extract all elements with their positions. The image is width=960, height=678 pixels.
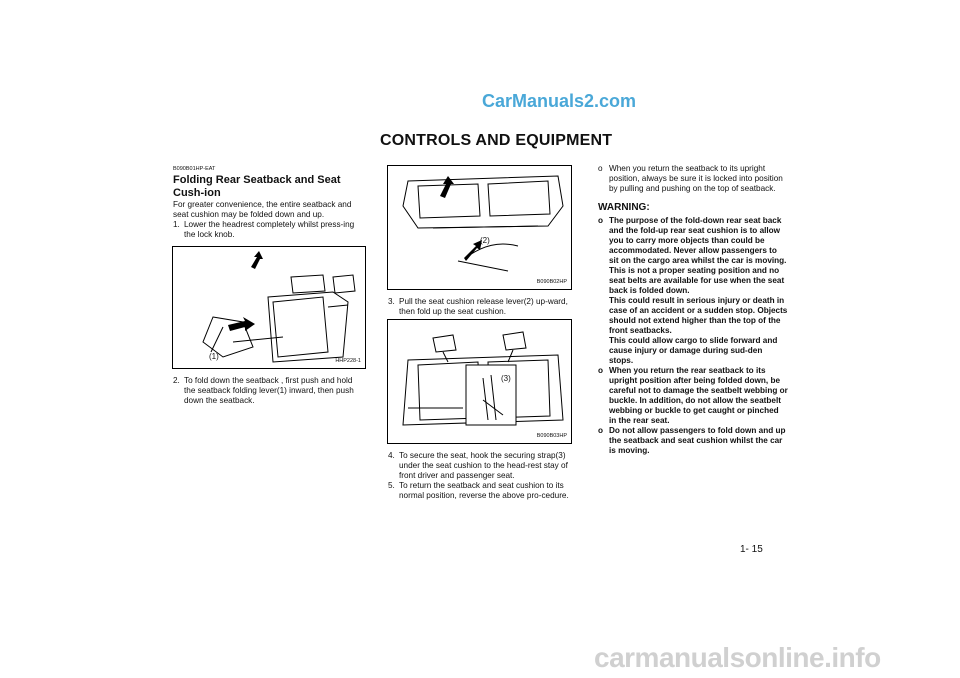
section-code: B090B01HP-EAT (173, 166, 216, 172)
bullet-mark: o (598, 164, 603, 173)
step-number: 5. (388, 481, 395, 490)
note-text: When you return the seatback to its upright position, always be sure it is locked into position by pulling and pushing on the top of seatback. (609, 164, 783, 193)
step-number: 2. (173, 376, 180, 385)
step-3 (388, 297, 574, 317)
down-arrow-icon (251, 251, 263, 269)
warning-text: When you return the rear seatback to its upright position after being folded down, be careful not to damage the seatbelt webbing or buckle. In addition, do not allow the seatbelt webbing or buckle to get caught or pinched in the rear seat. (609, 366, 788, 425)
figure-code: B090B02HP (536, 279, 567, 285)
warning-block (598, 216, 788, 456)
right-column (598, 164, 788, 456)
step-number: 4. (388, 451, 395, 460)
bullet-mark: o (598, 366, 604, 375)
watermark-top: CarManuals2.com (482, 91, 637, 111)
warning-text-a: The purpose of the fold-down rear seat back and the fold-up rear seat cushion is to allow you to carry more objects than could be accommodated. Never allow passengers to sit on the cargo area whilst the car is moving. This is not a proper seating position and no seat belts are available for use when the seat back is folded down. (609, 216, 787, 295)
push-arrow-icon (228, 317, 255, 331)
page-number: 1- 15 (740, 544, 763, 555)
step-1 (173, 220, 365, 240)
page-title: CONTROLS AND EQUIPMENT (380, 132, 613, 149)
figure-code: HHP228-1 (335, 358, 361, 364)
warning-text-b: This could result in serious injury or death in case of an accident or a sudden stop. Objects should not extend higher than the top of the front seatbacks. (609, 296, 788, 335)
warning-text-c: This could allow cargo to slide forward and cause injury or damage during sud-den stops. (609, 336, 778, 365)
watermark-bottom: carmanualsonline.info (594, 642, 881, 673)
figure-code: B090B03HP (536, 433, 567, 439)
step-text: To return the seatback and seat cushion to its normal position, reverse the above pro-cedure. (399, 481, 569, 500)
warning-item-1 (598, 216, 788, 366)
step-2 (173, 376, 365, 406)
warning-title: WARNING: (598, 202, 650, 213)
step-5 (388, 481, 574, 501)
note-item (598, 164, 788, 194)
intro-text: For greater convenience, the entire seatback and seat cushion may be folded down and up. (173, 200, 352, 219)
middle-steps-4-5 (388, 451, 574, 501)
seatback-illustration (173, 247, 366, 369)
step-number: 3. (388, 297, 395, 306)
step-text: To fold down the seatback , first push and hold the seatback folding lever(1) inward, then push down the seatback. (184, 376, 354, 405)
lever-label: (1) (209, 352, 219, 361)
step-text: To secure the seat, hook the securing strap(3) under the seat cushion to the head-rest stay of front driver and passenger seat. (399, 451, 568, 480)
warning-item-2 (598, 366, 788, 426)
figure-securing-strap (387, 319, 572, 444)
figure-seatback-lever (172, 246, 366, 369)
step-number: 1. (173, 220, 180, 229)
release-lever-label: (2) (480, 236, 490, 245)
warning-text (609, 216, 788, 366)
strap-illustration (388, 320, 572, 444)
left-column-2 (173, 376, 365, 406)
left-column (173, 164, 365, 240)
cushion-illustration (388, 166, 572, 290)
section-heading: Folding Rear Seatback and Seat Cush-ion (173, 174, 341, 199)
middle-step-3 (388, 297, 574, 317)
bullet-mark: o (598, 216, 604, 225)
step-text: Pull the seat cushion release lever(2) up-ward, then fold up the seat cushion. (399, 297, 568, 316)
warning-text: Do not allow passengers to fold down and up the seatback and seat cushion whilst the car is moving. (609, 426, 786, 455)
step-4 (388, 451, 574, 481)
figure-cushion-lever (387, 165, 572, 290)
warning-item-3 (598, 426, 788, 456)
step-text: Lower the headrest completely whilst press-ing the lock knob. (184, 220, 355, 239)
strap-label: (3) (501, 374, 511, 383)
bullet-mark: o (598, 426, 604, 435)
